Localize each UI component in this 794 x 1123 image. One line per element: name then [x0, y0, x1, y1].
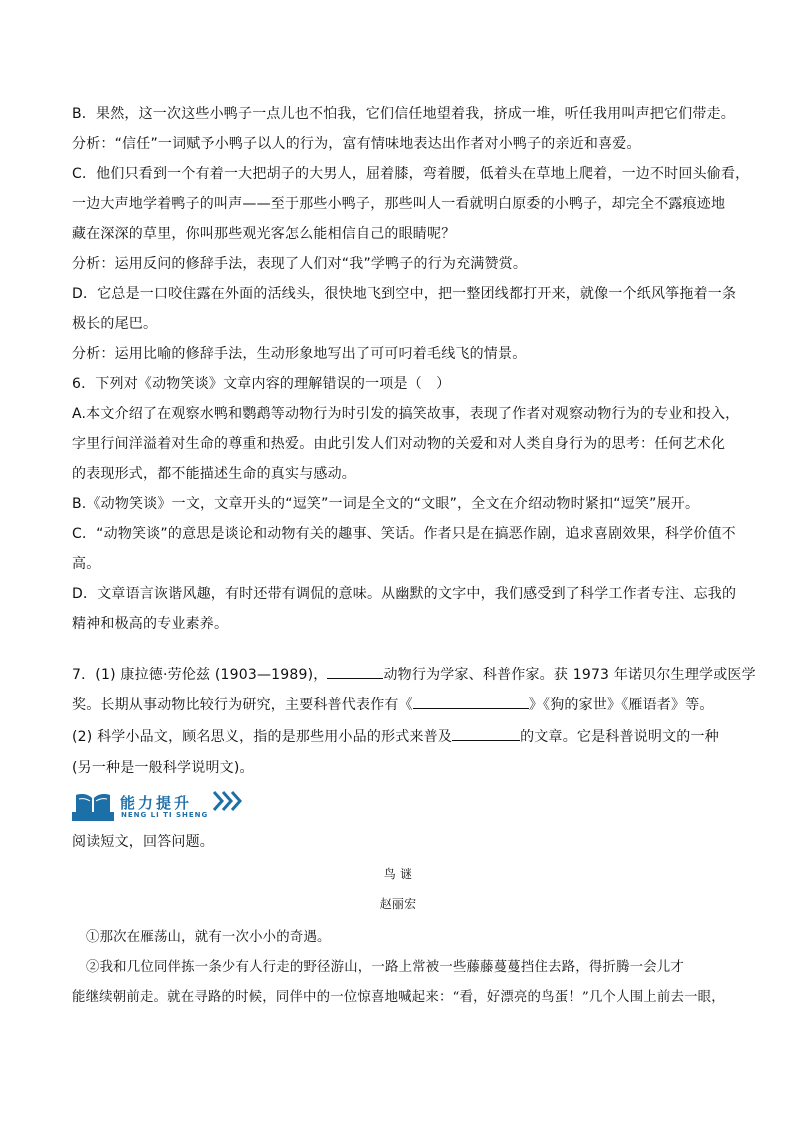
story-title: 鸟 谜 — [383, 867, 413, 881]
analysis-b: 分析：“信任”一词赋予小鸭子以人的行为，富有情味地表达出作者对小鸭子的亲近和喜爱。 — [72, 136, 641, 152]
q6-option-a-1: A.本文介绍了在观察水鸭和鹦鹉等动物行为时引发的搞笑故事，表现了作者对观察动物行为的专业和投入， — [72, 406, 740, 422]
book-icon — [72, 792, 114, 822]
q6-option-a-3: 的表现形式，都不能描述生命的真实与感动。 — [72, 466, 356, 482]
q6-option-c-1: C．“动物笑谈”的意思是谈论和动物有关的趣事、笑话。作者只是在搞恶作剧，追求喜剧效果，科学价值不 — [72, 526, 736, 542]
q7-text: (2) 科学小品文，顾名思义，指的是那些用小品的形式来普及 — [72, 729, 453, 745]
q7-text: 动物行为学家、科普作家。获 1973 年诺贝尔生理学或医学 — [383, 667, 756, 683]
q6-option-d-2: 精神和极高的专业素养。 — [72, 616, 229, 632]
q6-option-a-2: 字里行间洋溢着对生命的尊重和热爱。由此引发人们对动物的关爱和对人类自身行为的思考：任何艺术化 — [72, 436, 726, 452]
question-7-line-2 — [72, 694, 724, 715]
q7-text: 7．(1) 康拉德·劳伦兹 (1903—1989)， — [72, 667, 328, 683]
option-b-sentence: B．果然，这一次这些小鸭子一点儿也不怕我，它们信任地望着我，挤成一堆，听任我用叫声把它们带走。 — [72, 106, 736, 122]
answer-blank[interactable] — [413, 694, 529, 709]
option-c-sentence-3: 藏在深深的草里，你叫那些观光客怎么能相信自己的眼睛呢？ — [72, 226, 456, 242]
option-c-sentence-2: 一边大声地学着鸭子的叫声——至于那些小鸭子，那些叫人一看就明白原委的小鸭子，却完全不露痕迹地 — [72, 196, 726, 212]
chevron-right-icon — [212, 790, 244, 812]
answer-blank[interactable] — [452, 726, 520, 741]
q7-text: 》《狗的家世》《雁语者》等。 — [528, 697, 714, 713]
option-c-sentence-1: C．他们只看到一个有着一大把胡子的大男人，屈着膝，弯着腰，低着头在草地上爬着，一边不时回头偷看， — [72, 166, 750, 182]
answer-blank[interactable] — [327, 664, 383, 679]
q6-option-c-2: 高。 — [72, 556, 101, 572]
analysis-c: 分析：运用反问的修辞手法，表现了人们对“我”学鸭子的行为充满赞赏。 — [72, 256, 528, 272]
story-author: 赵丽宏 — [379, 897, 417, 911]
q7-text: 的文章。它是科普说明文的一种 — [520, 729, 719, 745]
question-7-line-1 — [72, 664, 756, 685]
option-d-sentence-2: 极长的尾巴。 — [72, 316, 158, 332]
question-7-line-4: (另一种是一般科学说明文)。 — [72, 760, 254, 776]
banner-title: 能力提升 — [120, 794, 193, 812]
q6-option-d-1: D．文章语言诙谐风趣，有时还带有调侃的意味。从幽默的文字中，我们感受到了科学工作者专注、忘我的 — [72, 586, 737, 602]
section-banner — [72, 790, 272, 826]
q7-text: 奖。长期从事动物比较行为研究，主要科普代表作有《 — [72, 697, 413, 713]
reading-instruction: 阅读短文，回答问题。 — [72, 834, 214, 850]
analysis-d: 分析：运用比喻的修辞手法，生动形象地写出了可可叼着毛线飞的情景。 — [72, 346, 527, 362]
story-paragraph-1: ①那次在雁荡山，就有一次小小的奇遇。 — [86, 930, 331, 945]
q6-option-b: B.《动物笑谈》一文，文章开头的“逗笑”一词是全文的“文眼”，全文在介绍动物时紧扣“逗笑”展开。 — [72, 496, 700, 512]
question-6: 6．下列对《动物笑谈》文章内容的理解错误的一项是（ ） — [72, 376, 451, 392]
story-paragraph-2-line-1: ②我和几位同伴拣一条少有人行走的野径游山，一路上常被一些藤藤蔓蔓挡住去路，得折腾一会儿才 — [86, 960, 684, 975]
option-d-sentence-1: D．它总是一口咬住露在外面的活线头，很快地飞到空中，把一整团线都打开来，就像一个纸风筝拖着一条 — [72, 286, 737, 302]
story-paragraph-2-line-2: 能继续朝前走。就在寻路的时候，同伴中的一位惊喜地喊起来：“看，好漂亮的鸟蛋！”几个人围上前去一眼， — [72, 990, 725, 1005]
question-7-line-3 — [72, 726, 724, 747]
banner-subtitle: NENG LI TI SHENG — [121, 811, 209, 819]
